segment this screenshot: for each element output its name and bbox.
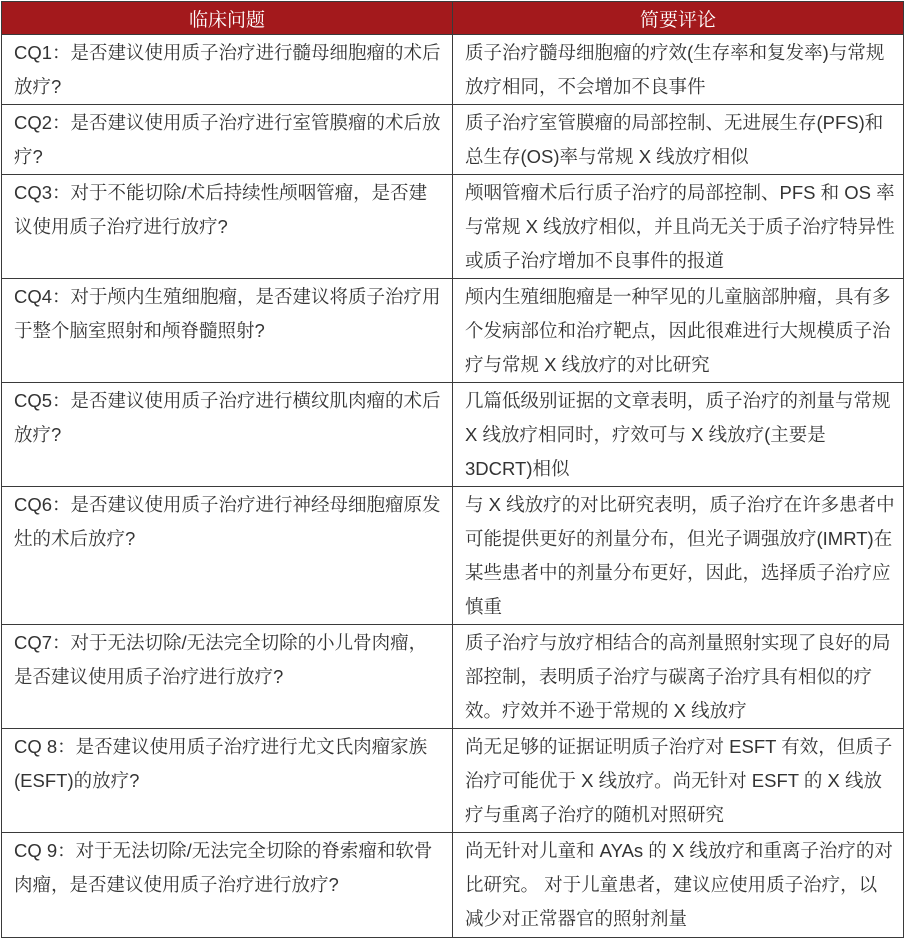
comment-cell: 尚无足够的证据证明质子治疗对 ESFT 有效，但质子治疗可能优于 X 线放疗。尚无针对 ESFT 的 X 线放疗与重离子治疗的随机对照研究	[453, 729, 904, 833]
comment-cell: 颅咽管瘤术后行质子治疗的局部控制、PFS 和 OS 率与常规 X 线放疗相似，并且尚无关于质子治疗特异性或质子治疗增加不良事件的报道	[453, 175, 904, 279]
question-cell: CQ3：对于不能切除/术后持续性颅咽管瘤，是否建议使用质子治疗进行放疗?	[2, 175, 453, 279]
clinical-questions-table	[1, 1, 904, 938]
table-row	[2, 487, 904, 625]
table-row	[2, 729, 904, 833]
table-row	[2, 105, 904, 175]
comment-cell: 与 X 线放疗的对比研究表明，质子治疗在许多患者中可能提供更好的剂量分布，但光子调强放疗(IMRT)在某些患者中的剂量分布更好，因此，选择质子治疗应慎重	[453, 487, 904, 625]
comment-cell: 质子治疗与放疗相结合的高剂量照射实现了良好的局部控制，表明质子治疗与碳离子治疗具有相似的疗效。疗效并不逊于常规的 X 线放疗	[453, 625, 904, 729]
table-header-row	[2, 2, 904, 35]
question-cell: CQ2：是否建议使用质子治疗进行室管膜瘤的术后放疗?	[2, 105, 453, 175]
table-row	[2, 175, 904, 279]
comment-cell: 尚无针对儿童和 AYAs 的 X 线放疗和重离子治疗的对比研究。 对于儿童患者，建议应使用质子治疗，以减少对正常器官的照射剂量	[453, 833, 904, 938]
comment-cell: 几篇低级别证据的文章表明，质子治疗的剂量与常规 X 线放疗相同时，疗效可与 X 线放疗(主要是 3DCRT)相似	[453, 383, 904, 487]
question-cell: CQ6：是否建议使用质子治疗进行神经母细胞瘤原发灶的术后放疗?	[2, 487, 453, 625]
header-brief-comment: 简要评论	[453, 2, 904, 35]
comment-cell: 质子治疗髓母细胞瘤的疗效(生存率和复发率)与常规放疗相同，不会增加不良事件	[453, 35, 904, 105]
question-cell: CQ5：是否建议使用质子治疗进行横纹肌肉瘤的术后放疗?	[2, 383, 453, 487]
comment-cell: 颅内生殖细胞瘤是一种罕见的儿童脑部肿瘤，具有多个发病部位和治疗靶点，因此很难进行大规模质子治疗与常规 X 线放疗的对比研究	[453, 279, 904, 383]
table-row	[2, 35, 904, 105]
question-cell: CQ 8：是否建议使用质子治疗进行尤文氏肉瘤家族(ESFT)的放疗?	[2, 729, 453, 833]
table-row	[2, 833, 904, 938]
table-row	[2, 279, 904, 383]
question-cell: CQ7：对于无法切除/无法完全切除的小儿骨肉瘤，是否建议使用质子治疗进行放疗?	[2, 625, 453, 729]
question-cell: CQ 9：对于无法切除/无法完全切除的脊索瘤和软骨肉瘤，是否建议使用质子治疗进行放疗?	[2, 833, 453, 938]
question-cell: CQ4：对于颅内生殖细胞瘤，是否建议将质子治疗用于整个脑室照射和颅脊髓照射?	[2, 279, 453, 383]
question-cell: CQ1：是否建议使用质子治疗进行髓母细胞瘤的术后放疗?	[2, 35, 453, 105]
table-row	[2, 383, 904, 487]
comment-cell: 质子治疗室管膜瘤的局部控制、无进展生存(PFS)和总生存(OS)率与常规 X 线放疗相似	[453, 105, 904, 175]
header-clinical-question: 临床问题	[2, 2, 453, 35]
table-row	[2, 625, 904, 729]
